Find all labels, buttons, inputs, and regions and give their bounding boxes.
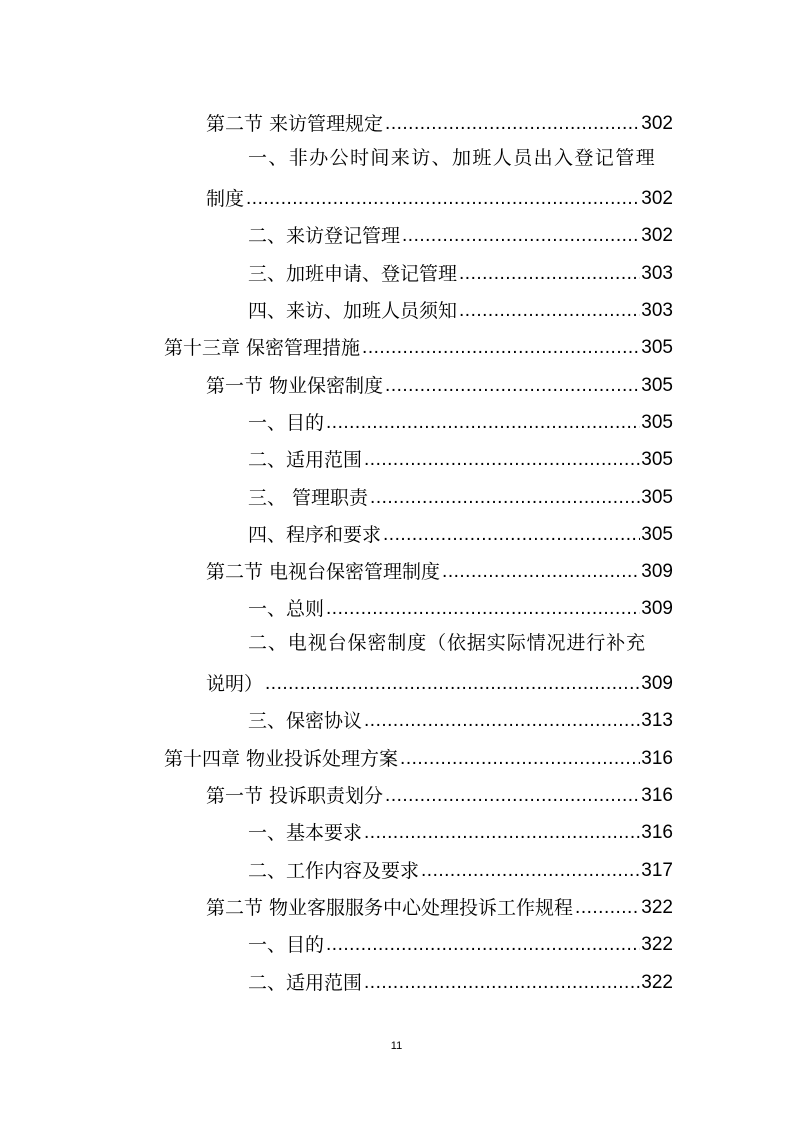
toc-entry-page: 322 xyxy=(641,934,673,955)
toc-entry-page: 305 xyxy=(641,487,673,508)
toc-leader-dots xyxy=(383,522,640,548)
toc-entry[interactable] xyxy=(248,585,673,622)
toc-leader-dots xyxy=(364,708,640,734)
toc-entry-page: 305 xyxy=(641,524,673,545)
toc-entry[interactable] xyxy=(248,287,673,324)
toc-entry-page: 303 xyxy=(641,300,673,321)
toc-entry-title: 三、加班申请、登记管理 xyxy=(248,263,458,285)
toc-entry[interactable] xyxy=(248,212,673,249)
toc-entry-title: 说明） xyxy=(206,673,264,695)
toc-entry-title: 四、来访、加班人员须知 xyxy=(248,300,458,322)
toc-entry-title: 二、工作内容及要求 xyxy=(248,860,420,882)
toc-entry-title: 第二节 物业客服服务中心处理投诉工作规程 xyxy=(206,897,574,919)
toc-entry-title: 第二节 电视台保密管理制度 xyxy=(206,561,441,583)
toc-entry-page: 316 xyxy=(641,822,673,843)
toc-entry[interactable] xyxy=(206,175,673,212)
toc-leader-dots xyxy=(459,261,640,287)
toc-leader-dots xyxy=(400,746,640,772)
toc-entry[interactable] xyxy=(164,735,673,772)
toc-entry-page: 316 xyxy=(641,748,673,769)
toc-entry-page: 322 xyxy=(641,897,673,918)
toc-leader-dots xyxy=(364,447,640,473)
toc-entry-title-line1[interactable]: 二、电视台保密制度（依据实际情况进行补充 xyxy=(248,632,647,654)
toc-entry-page: 317 xyxy=(641,860,673,881)
toc-entry-title: 第十四章 物业投诉处理方案 xyxy=(164,748,399,770)
toc-entry-title: 一、目的 xyxy=(248,934,325,956)
toc-entry-title: 二、适用范围 xyxy=(248,972,363,994)
toc-leader-dots xyxy=(326,932,640,958)
toc-entry[interactable] xyxy=(206,548,673,585)
toc-entry-page: 302 xyxy=(641,225,673,246)
toc-entry[interactable] xyxy=(206,660,673,697)
toc-entry[interactable] xyxy=(164,324,673,361)
toc-entry[interactable] xyxy=(248,921,673,958)
toc-leader-dots xyxy=(370,485,640,511)
toc-leader-dots xyxy=(326,410,640,436)
toc-entry-title: 第一节 物业保密制度 xyxy=(206,375,384,397)
page-number: 11 xyxy=(390,1040,403,1052)
toc-entry[interactable] xyxy=(248,436,673,473)
toc-entry[interactable] xyxy=(206,772,673,809)
toc-entry-page: 302 xyxy=(641,188,673,209)
toc-leader-dots xyxy=(265,671,640,697)
toc-entry-title: 第十三章 保密管理措施 xyxy=(164,337,361,359)
toc-entry-page: 313 xyxy=(641,710,673,731)
toc-entry[interactable] xyxy=(248,399,673,436)
toc-leader-dots xyxy=(246,186,640,212)
toc-entry-title: 一、总则 xyxy=(248,598,325,620)
toc-leader-dots xyxy=(575,895,640,921)
toc-entry-title: 第一节 投诉职责划分 xyxy=(206,785,384,807)
toc-entry-title: 四、程序和要求 xyxy=(248,524,382,546)
toc-leader-dots xyxy=(385,111,640,137)
toc-entry-title-line1[interactable]: 一、非办公时间来访、加班人员出入登记管理 xyxy=(248,147,657,169)
toc-entry[interactable] xyxy=(248,847,673,884)
toc-entry-page: 309 xyxy=(641,598,673,619)
toc-leader-dots xyxy=(362,335,640,361)
toc-entry-title: 三、 管理职责 xyxy=(248,487,369,509)
toc-leader-dots xyxy=(421,858,640,884)
toc-entry[interactable] xyxy=(248,474,673,511)
toc-leader-dots xyxy=(385,373,640,399)
toc-entry-page: 305 xyxy=(641,337,673,358)
toc-entry-title: 一、目的 xyxy=(248,412,325,434)
toc-entry[interactable] xyxy=(248,809,673,846)
toc-entry[interactable] xyxy=(206,884,673,921)
toc-leader-dots xyxy=(459,298,640,324)
toc-entry[interactable] xyxy=(248,959,673,996)
toc-entry-title: 三、保密协议 xyxy=(248,710,363,732)
toc-entry-title: 二、适用范围 xyxy=(248,449,363,471)
toc-entry[interactable] xyxy=(248,511,673,548)
toc-entry-page: 302 xyxy=(641,113,673,134)
toc-entry-title: 制度 xyxy=(206,188,245,210)
toc-entry-page: 316 xyxy=(641,785,673,806)
toc-leader-dots xyxy=(364,820,640,846)
toc-entry[interactable] xyxy=(206,362,673,399)
toc-entry-page: 309 xyxy=(641,561,673,582)
toc-entry-title: 一、基本要求 xyxy=(248,822,363,844)
toc-leader-dots xyxy=(326,596,640,622)
toc-leader-dots xyxy=(385,783,640,809)
toc-entry-page: 322 xyxy=(641,972,673,993)
toc-entry[interactable] xyxy=(248,697,673,734)
toc-leader-dots xyxy=(442,559,640,585)
toc-entry-page: 305 xyxy=(641,375,673,396)
toc-entry[interactable] xyxy=(248,250,673,287)
toc-entry-page: 303 xyxy=(641,263,673,284)
toc-leader-dots xyxy=(364,970,640,996)
toc-entry-page: 305 xyxy=(641,412,673,433)
toc-entry-title: 第二节 来访管理规定 xyxy=(206,113,384,135)
toc-entry-page: 305 xyxy=(641,449,673,470)
toc-entry-page: 309 xyxy=(641,673,673,694)
toc-entry[interactable] xyxy=(206,100,673,137)
toc-leader-dots xyxy=(402,223,640,249)
toc-entry-title: 二、来访登记管理 xyxy=(248,225,401,247)
